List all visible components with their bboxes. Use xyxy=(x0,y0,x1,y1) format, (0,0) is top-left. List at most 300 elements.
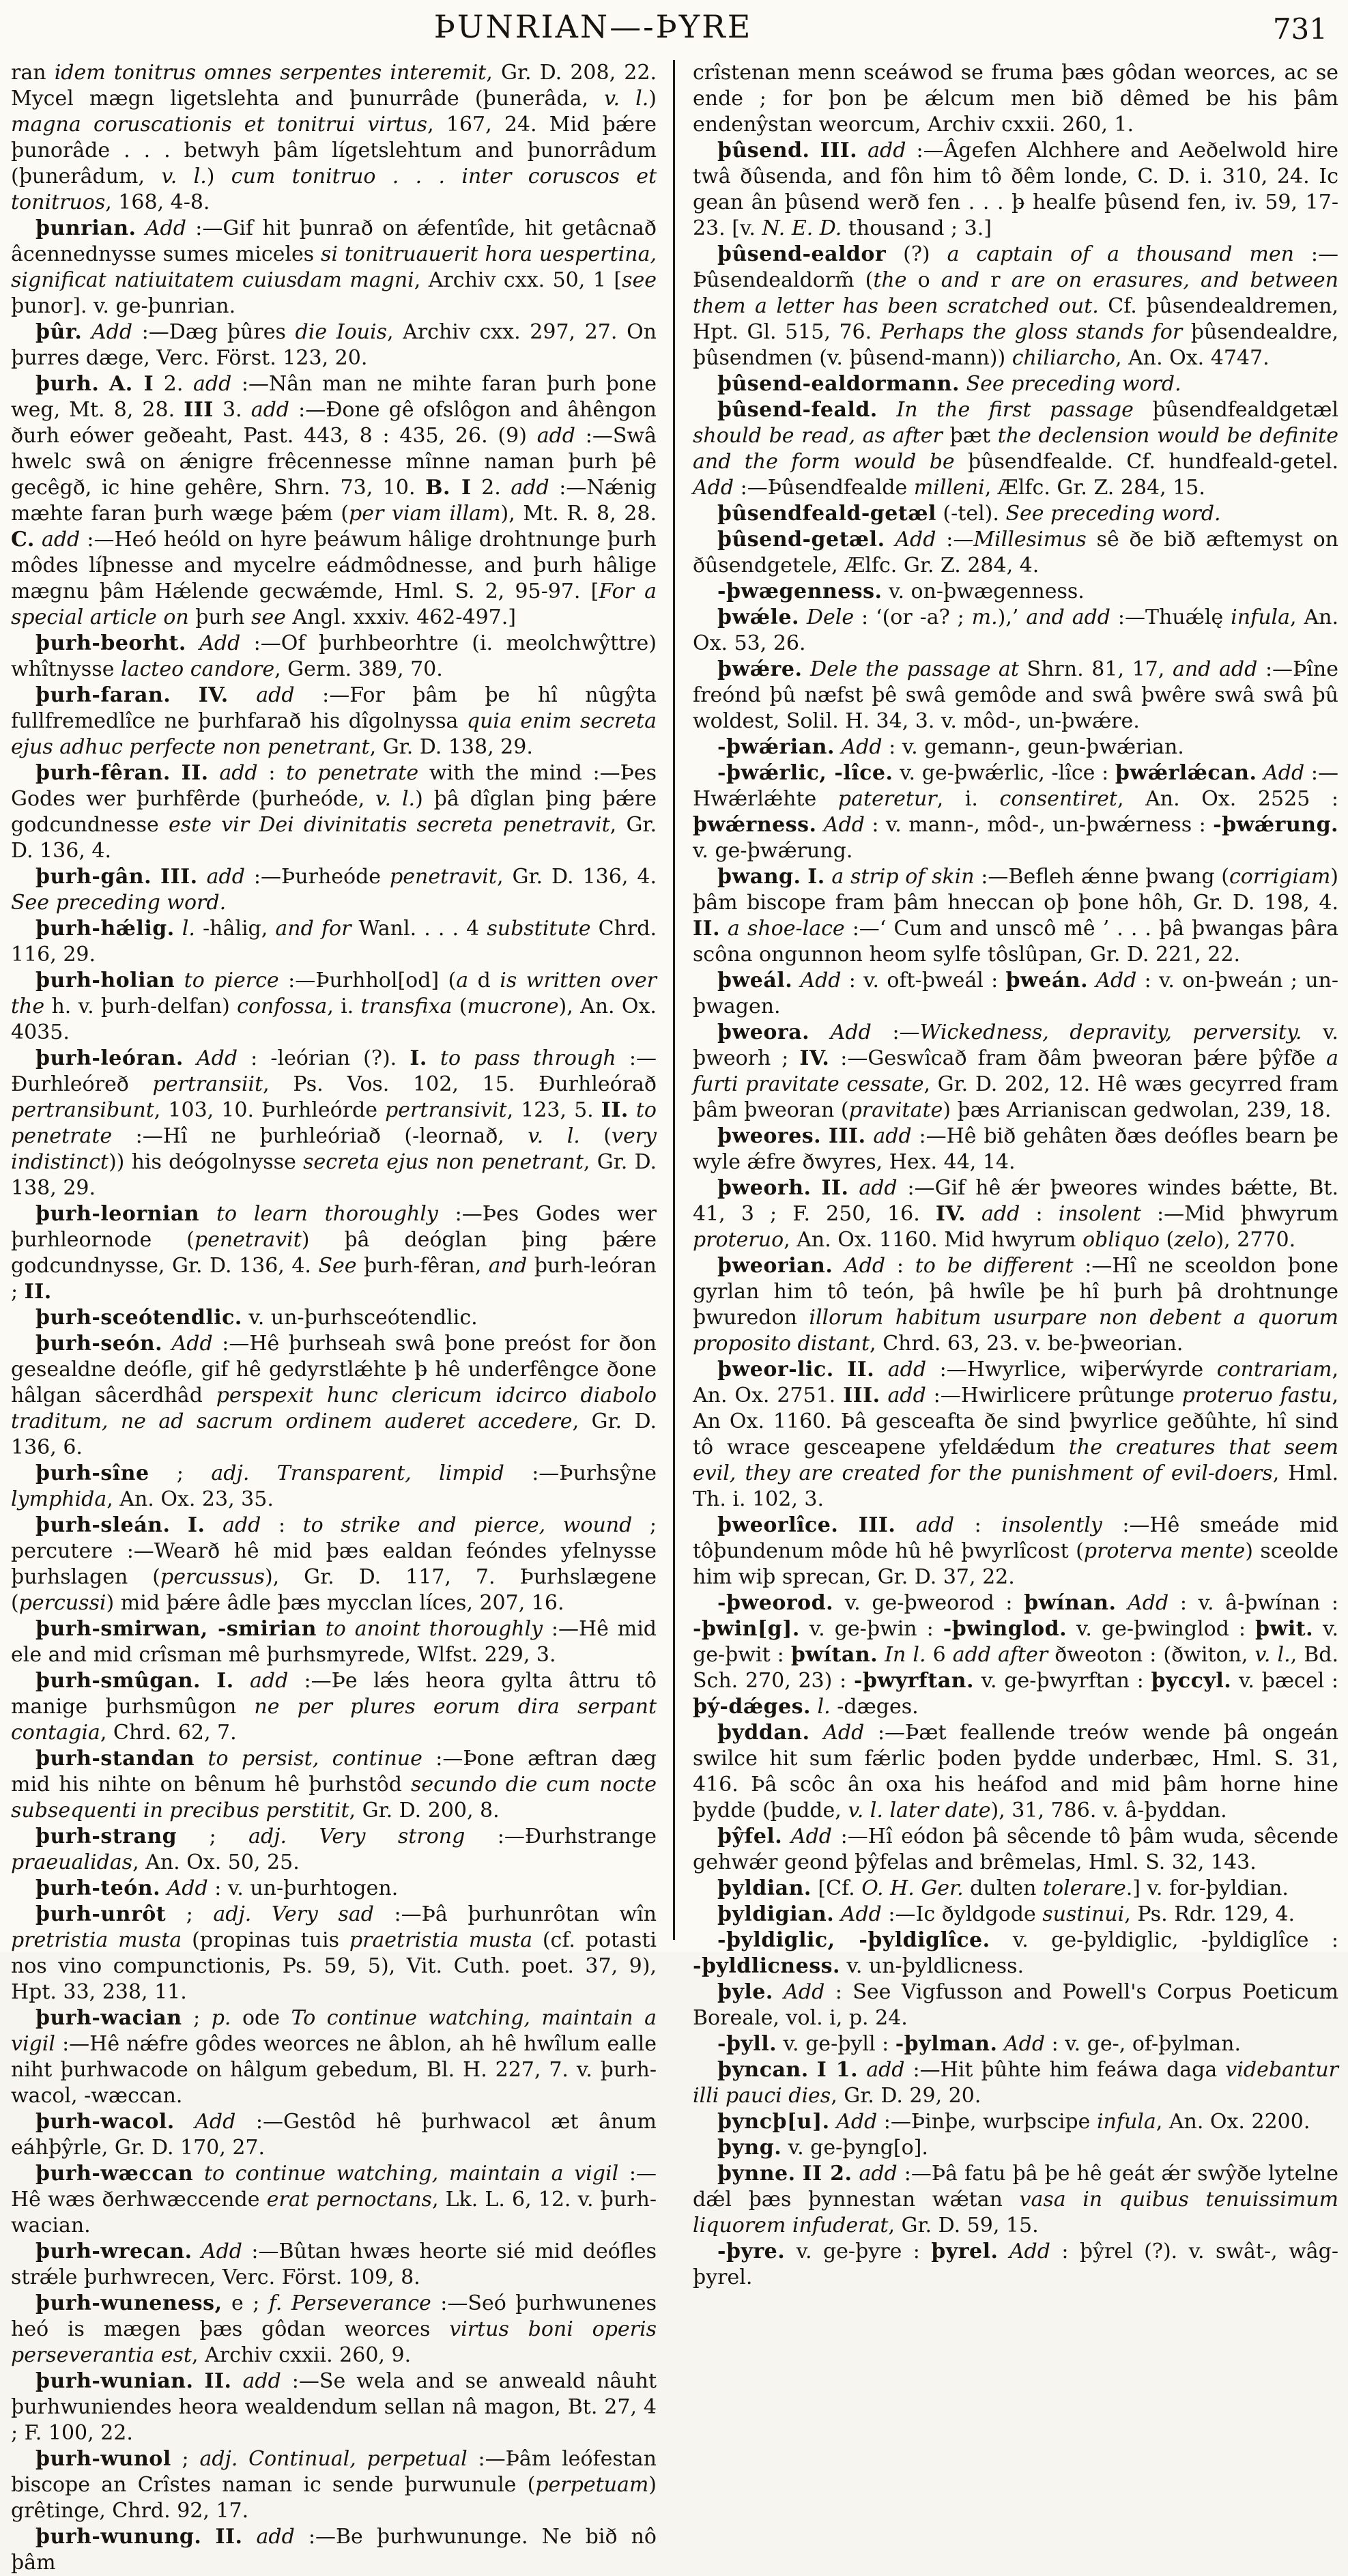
entry-text-segment: þûsend-feald. xyxy=(717,398,878,422)
entry-text-segment: Add xyxy=(784,1980,825,2004)
entry-text-segment: :—Þâm leófestan biscope an Crîstes naman ic sende þurwunule ( xyxy=(11,2447,657,2497)
entry-text-segment: þwítan. xyxy=(790,1643,878,1667)
entry-text-segment: pravitate xyxy=(848,1098,943,1122)
entry-text-segment: mucrone xyxy=(467,994,559,1018)
entry-text-segment xyxy=(878,1643,885,1667)
entry-text-segment: adj. Transparent, limpid xyxy=(211,1461,504,1485)
entry-text-segment: þurh-fêran, xyxy=(356,1254,489,1278)
entry-text-segment: þý-dǽges. xyxy=(693,1695,811,1719)
entry-text-segment: zelo xyxy=(1174,1228,1216,1252)
dictionary-entry xyxy=(693,2057,1338,2109)
entry-text-segment: :—Hwirlicere prûtunge xyxy=(926,1384,1182,1407)
entry-text-segment xyxy=(242,2525,256,2549)
entry-text-segment: ) xyxy=(648,87,657,111)
entry-text-segment: þweora. xyxy=(717,1020,810,1044)
entry-text-segment xyxy=(171,683,199,707)
entry-text-segment: v. l. xyxy=(161,164,207,188)
entry-text-segment: :—Ðone gê ofslôgon and âhêngon ðurh eówer geðeaht, Past. 443, 8 : 435, 26. (9) xyxy=(11,398,657,448)
entry-text-segment: þynne. xyxy=(717,2162,796,2186)
entry-text-segment: Add xyxy=(823,1721,865,1745)
entry-text-segment: þwang. xyxy=(717,865,801,889)
entry-text-segment: ; xyxy=(149,1461,212,1485)
entry-text-segment: þwǽre. xyxy=(717,657,803,681)
entry-text-segment: v. un-þyldlicness. xyxy=(840,1954,1024,1978)
entry-text-segment xyxy=(82,320,91,344)
entry-text-segment: p. xyxy=(211,2006,231,2030)
entry-text-segment: :—Hê mid ele and mid crîsman mê þurhsmyrede, Wlfst. 229, 3. xyxy=(11,1617,657,1667)
text-columns xyxy=(11,60,1339,2575)
entry-text-segment: ne per plures eorum dira serpant contagia xyxy=(11,1695,657,1745)
entry-text-segment: Add xyxy=(895,528,936,552)
entry-text-segment xyxy=(186,631,199,655)
entry-text-segment: þurh-wunol xyxy=(35,2447,171,2471)
entry-text-segment: :— xyxy=(936,528,974,552)
dictionary-entry xyxy=(11,2005,657,2109)
entry-text-segment: l. xyxy=(817,1695,831,1719)
entry-text-segment: : þŷrel (?). v. swât-, wâg-þyrel. xyxy=(693,2239,1338,2289)
entry-text-segment: þweorian. xyxy=(717,1254,833,1278)
entry-text-segment: : xyxy=(257,761,287,785)
entry-text-segment: penetravit xyxy=(194,1228,302,1252)
entry-text-segment: adj. Very strong xyxy=(248,1824,465,1848)
entry-text-segment: to anoint thoroughly xyxy=(325,1617,543,1641)
entry-text-segment: :—Heó heóld on hyre þeáwum hâlige drohtnunge þurh môdes líþnesse and mycelre eádmôdnesse, and þurh hâlige mægnu þâm Hǽlende gecwǽmde, Hml. S. 2, 95-97. [ xyxy=(11,528,657,603)
entry-text-segment xyxy=(960,372,966,396)
entry-text-segment: :—Dæg þûres xyxy=(132,320,296,344)
entry-text-segment: add xyxy=(859,1176,898,1200)
entry-text-segment: :—Geswîcað fram ðâm þweoran þǽre þŷfðe xyxy=(829,1046,1327,1070)
entry-text-segment: Add xyxy=(840,1902,882,1926)
entry-text-segment xyxy=(427,1046,440,1070)
entry-text-segment: Perhaps the gloss stands for xyxy=(880,320,1183,344)
entry-text-segment: : xyxy=(954,1513,1002,1537)
entry-text-segment: este vir Dei divinitatis secreta penetravit xyxy=(169,813,610,837)
entry-text-segment: II. xyxy=(204,2369,232,2393)
entry-text-segment: A. I xyxy=(109,372,154,396)
entry-text-segment xyxy=(195,1747,207,1771)
entry-text-segment: , Gr. D. 208, 22. Mycel mægn ligetslehta and þunurrâde (þunerâda, xyxy=(11,61,657,111)
entry-text-segment: þûsendealdre, þûsendmen (v. þûsend-mann)) xyxy=(693,320,1338,370)
entry-text-segment: percussus xyxy=(160,1565,265,1589)
entry-text-segment xyxy=(175,2110,195,2134)
entry-text-segment: Add xyxy=(1263,761,1305,785)
entry-text-segment: ; percutere :—Wearð hê mid þæs ealdan feóndes yfelnysse þurhslagen ( xyxy=(11,1513,657,1589)
entry-text-segment: :—Swâ hwelc swâ on ǽnigre frêcennesse mînne naman þurh þê gecêgð, ic hine gehêre, Shrn. 73, 10. xyxy=(11,424,657,500)
entry-text-segment: :—Þurhsŷne xyxy=(504,1461,657,1485)
entry-text-segment: , Gr. D. 202, 12. Hê wæs gecyrred fram þâm þweoran ( xyxy=(693,1072,1338,1122)
entry-text-segment: should be read, as after xyxy=(693,424,943,448)
entry-text-segment: , Ælfc. Gr. Z. 284, 15. xyxy=(984,476,1205,500)
entry-text-segment: v. ge-þwinglod : xyxy=(1067,1617,1256,1641)
entry-text-segment: l. xyxy=(182,917,195,941)
dictionary-entry xyxy=(11,683,657,760)
entry-text-segment: , An. Ox. 23, 35. xyxy=(106,1487,274,1511)
dictionary-entry xyxy=(693,2109,1338,2135)
dictionary-entry xyxy=(693,1979,1338,2031)
entry-text-segment: infula xyxy=(1231,605,1290,629)
entry-text-segment xyxy=(198,865,207,889)
entry-text-segment xyxy=(35,528,42,552)
entry-text-segment: [Cf. xyxy=(811,1876,862,1900)
entry-text-segment: videbantur illi pauci dies xyxy=(693,2058,1338,2108)
entry-text-segment: are on erasures, and between them a letter has been scratched out. xyxy=(693,268,1338,318)
entry-text-segment: , Bd. Sch. 270, 23) : xyxy=(693,1643,1338,1693)
page-header xyxy=(0,8,1348,52)
entry-text-segment: add xyxy=(867,139,906,162)
entry-text-segment: a strip of skin xyxy=(831,865,975,889)
entry-text-segment: ) grêtinge, Chrd. 92, 17. xyxy=(11,2473,657,2523)
entry-text-segment: add xyxy=(223,1513,261,1537)
entry-text-segment: to continue watching, maintain a vigil xyxy=(203,2162,619,2186)
dictionary-entry xyxy=(11,1902,657,2005)
entry-text-segment: þyncþ[u]. xyxy=(717,2110,830,2134)
entry-text-segment: þyng. xyxy=(717,2136,782,2160)
entry-text-segment xyxy=(834,1902,841,1926)
left-column xyxy=(11,60,673,2575)
entry-text-segment xyxy=(802,657,810,681)
entry-text-segment: , An Ox. 1160. Þâ gesceafta ðe sind þwyrlice geðûhte, hî sind tô wrace gesceapene yfeldǽdum xyxy=(693,1384,1338,1459)
entry-text-segment: þurh-smûgan. xyxy=(35,1669,201,1693)
entry-text-segment: -þyldlicness. xyxy=(693,1954,840,1978)
entry-text-segment: To continue watching, maintain a vigil xyxy=(11,2006,657,2056)
entry-text-segment: þûsend. xyxy=(717,139,810,162)
dictionary-entry xyxy=(693,60,1338,138)
entry-text-segment xyxy=(997,2032,1004,2056)
entry-text-segment: virtus boni operis perseverantia est xyxy=(11,2317,657,2367)
dictionary-entry xyxy=(693,1590,1338,1720)
entry-text-segment: þurh xyxy=(188,605,251,629)
entry-text-segment: e ; xyxy=(222,2291,269,2315)
entry-text-segment: Add xyxy=(800,969,842,992)
dictionary-entry xyxy=(693,1357,1338,1513)
entry-text-segment: þyle. xyxy=(717,1980,773,2004)
entry-text-segment: Cf. þûsendealdremen, Hpt. Gl. 515, 76. xyxy=(693,294,1339,344)
entry-text-segment: add xyxy=(193,372,232,396)
entry-text-segment: -þyldiglic, -þyldiglîce. xyxy=(717,1928,990,1952)
entry-text-segment: v. ge-þweorod : xyxy=(833,1591,1024,1615)
entry-text-segment: add xyxy=(873,1124,912,1148)
entry-text-segment xyxy=(816,813,823,837)
entry-text-segment: O. H. Ger. xyxy=(861,1876,964,1900)
entry-text-segment: :—Þûsendfealde xyxy=(734,476,914,500)
entry-text-segment: Add xyxy=(693,476,734,500)
entry-text-segment: , Gr. D. 138, 29. xyxy=(11,1150,657,1200)
running-title: ÞUNRIAN—-ÞYRE xyxy=(433,8,753,45)
entry-text-segment: þurh-leóran ; xyxy=(11,1254,657,1304)
entry-text-segment xyxy=(811,1695,818,1719)
entry-text-segment: corrigiam xyxy=(1229,865,1331,889)
entry-text-segment: þurh-faran. xyxy=(35,683,171,707)
entry-text-segment xyxy=(858,2058,866,2082)
entry-text-segment: a captain of a thousand men xyxy=(947,242,1294,266)
entry-text-segment: , An. Ox. 4747. xyxy=(1115,346,1270,370)
dictionary-entry xyxy=(693,242,1338,371)
entry-text-segment: þurh-sleán. xyxy=(35,1513,171,1537)
entry-text-segment: : v. mann-, môd-, un-þwǽrness : xyxy=(864,813,1214,837)
entry-text-segment: þurh-fêran. xyxy=(35,761,171,785)
entry-text-segment: praeualidas xyxy=(11,1850,133,1874)
entry-text-segment: -þwægenness. xyxy=(717,579,883,603)
entry-text-segment: þurh-wuneness, xyxy=(35,2291,223,2315)
entry-text-segment: -hâlig, xyxy=(195,917,276,941)
dictionary-entry xyxy=(693,2161,1338,2239)
entry-text-segment: lacteo candore xyxy=(121,657,275,681)
entry-text-segment: penetravit xyxy=(390,865,497,889)
dictionary-entry xyxy=(693,864,1338,968)
entry-text-segment: N. E. D. xyxy=(762,216,842,240)
entry-text-segment: perpetuam xyxy=(535,2473,649,2497)
entry-text-segment xyxy=(99,372,109,396)
entry-text-segment xyxy=(874,1358,888,1382)
entry-text-segment: add xyxy=(536,424,575,448)
entry-text-segment: m. xyxy=(971,605,998,629)
entry-text-segment: idem tonitrus omnes serpentes interemit xyxy=(54,61,487,85)
dictionary-entry xyxy=(11,2446,657,2524)
entry-text-segment: II. xyxy=(847,1358,875,1382)
page-number: 731 xyxy=(1272,12,1328,46)
entry-text-segment: þurh-seón. xyxy=(35,1332,163,1356)
entry-text-segment: confossa xyxy=(237,994,328,1018)
entry-text-segment: -þylman. xyxy=(895,2032,998,2056)
entry-text-segment: C. xyxy=(11,528,35,552)
entry-text-segment: þunor]. v. ge-þunrian. xyxy=(11,294,236,318)
entry-text-segment: (cf. potasti nos vino compunctionis, Ps. 59, 5), Vit. Cuth. poet. 37, 9), Hpt. 33, 238, 11. xyxy=(11,1928,657,2004)
entry-text-segment: ), Gr. D. 117, 7. Þurhslægene ( xyxy=(11,1565,657,1615)
entry-text-segment: þwǽrlǽcan. xyxy=(1115,761,1257,785)
entry-text-segment: Add xyxy=(790,1824,832,1848)
entry-text-segment: to be different xyxy=(915,1254,1074,1278)
entry-text-segment: , An. Ox. 53, 26. xyxy=(693,605,1338,655)
entry-text-segment: :—Ic ðyldgode xyxy=(881,1902,1043,1926)
entry-text-segment xyxy=(201,1669,216,1693)
entry-text-segment: add xyxy=(887,1384,926,1407)
entry-text-segment: -þwǽrung. xyxy=(1213,813,1338,837)
entry-text-segment: :—Se wela and se anweald nâuht þurhwuniendes heora wealdendum sellan nâ magon, Bt. 27, 4 ; F. 100, 22. xyxy=(11,2369,657,2445)
entry-text-segment: add xyxy=(511,476,549,500)
entry-text-segment: secreta ejus non penetrant xyxy=(303,1150,584,1174)
entry-text-segment: ) þâ deóglan þing þǽre godcundnysse, Gr. D. 136, 4. xyxy=(11,1228,657,1278)
entry-text-segment: praetristia musta xyxy=(349,1928,532,1952)
entry-text-segment: sustinui xyxy=(1042,1902,1125,1926)
entry-text-segment: v. þæcel : xyxy=(1231,1669,1339,1693)
entry-text-segment: þûsend-ealdor xyxy=(717,242,887,266)
entry-text-segment: þyccyl. xyxy=(1151,1669,1232,1693)
entry-text-segment: þwǽle. xyxy=(717,605,799,629)
entry-text-segment: sê ðe bið æftemyst on ðûsendgetele, Ælfc. Gr. Z. 284, 4. xyxy=(693,528,1338,577)
right-column xyxy=(675,60,1339,2289)
entry-text-segment: to learn thoroughly xyxy=(216,1202,438,1226)
entry-text-segment: I. xyxy=(410,1046,427,1070)
entry-text-segment: pertransibunt xyxy=(11,1098,154,1122)
entry-text-segment: lymphida xyxy=(11,1487,107,1511)
entry-text-segment: :—Þûsendealdorm̃ ( xyxy=(693,242,1338,292)
entry-text-segment: v. ge-þyng[o]. xyxy=(781,2136,928,2160)
dictionary-entry xyxy=(11,2161,657,2239)
entry-text-segment: þurh-wrecan. xyxy=(35,2239,192,2263)
dictionary-entry xyxy=(693,657,1338,734)
entry-text-segment: , Archiv cxx. 297, 27. On þurres dæge, Verc. Först. 123, 20. xyxy=(11,320,657,370)
entry-text-segment: pretristia musta xyxy=(11,1928,182,1952)
entry-text-segment: ) þâm biscope fram þâm hneccan oþ þone hôh, Gr. D. 198, 4. xyxy=(693,865,1338,915)
entry-text-segment: v. on-þwægenness. xyxy=(882,579,1085,603)
entry-text-segment: þurh-strang xyxy=(35,1824,177,1848)
entry-text-segment: see xyxy=(622,268,657,292)
entry-text-segment: (propinas tuis xyxy=(182,1928,349,1952)
entry-text-segment: and add xyxy=(1026,605,1110,629)
entry-text-segment: )) his deógolnysse xyxy=(108,1150,304,1174)
dictionary-entry xyxy=(693,501,1338,527)
entry-text-segment: ) xyxy=(206,164,231,188)
entry-text-segment: ; xyxy=(182,2006,212,2030)
entry-text-segment: -þwǽrlic, -lîce. xyxy=(717,761,893,785)
entry-text-segment: vasa in quibus tenuissimum liquorem infuderat xyxy=(693,2188,1338,2237)
entry-text-segment: þyncan. xyxy=(717,2058,809,2082)
entry-text-segment: and xyxy=(941,268,980,292)
entry-text-segment: add xyxy=(250,1669,289,1693)
entry-text-segment: ),’ xyxy=(997,605,1027,629)
entry-text-segment: IV. xyxy=(198,683,229,707)
entry-text-segment: Angl. xxxiv. 462-497.] xyxy=(285,605,516,629)
entry-text-segment: II. xyxy=(181,761,209,785)
entry-text-segment: adj. Very sad xyxy=(213,1902,374,1926)
entry-text-segment: add xyxy=(256,683,295,707)
entry-text-segment: Add xyxy=(199,631,241,655)
entry-text-segment: I. xyxy=(807,865,825,889)
entry-text-segment: : v. ge-, of-þylman. xyxy=(1045,2032,1242,2056)
entry-text-segment: Add xyxy=(836,2110,878,2134)
entry-text-segment: Dele the passage at xyxy=(810,657,1019,681)
entry-text-segment: ( xyxy=(452,994,468,1018)
entry-text-segment: ) sceolde him wiþ sprecan, Gr. D. 37, 22. xyxy=(693,1539,1338,1589)
entry-text-segment: , Chrd. 62, 7. xyxy=(100,1721,237,1745)
dictionary-entry xyxy=(11,371,657,631)
dictionary-entry xyxy=(11,1824,657,1876)
entry-text-segment: In the first passage xyxy=(896,398,1134,422)
entry-text-segment xyxy=(852,2162,859,2186)
dictionary-entry xyxy=(693,579,1338,605)
entry-text-segment: þurh-leóran. xyxy=(35,1046,184,1070)
entry-text-segment: 3. xyxy=(213,398,251,422)
entry-text-segment: add after xyxy=(952,1643,1048,1667)
entry-text-segment: :—Hê nǽfre gôdes weorces ne âblon, ah hê hwîlum ealle niht þurhwacode on hâlgum gebedum, Bl. H. 227, 7. v. þurh-wacol, -wæccan. xyxy=(11,2032,657,2108)
entry-text-segment: : xyxy=(1020,1202,1059,1226)
entry-text-segment: f. Perseverance xyxy=(268,2291,431,2315)
entry-text-segment: , Lk. L. 6, 12. v. þurh-wacian. xyxy=(11,2188,657,2237)
entry-text-segment: I. xyxy=(216,1669,234,1693)
entry-text-segment: , Archiv cxxii. 260, 9. xyxy=(191,2343,412,2367)
dictionary-entry xyxy=(11,2291,657,2369)
entry-text-segment: Add xyxy=(171,1332,213,1356)
entry-text-segment xyxy=(782,1824,791,1848)
entry-text-segment: : See Vigfusson and Powell's Corpus Poeticum Boreale, vol. i, p. 24. xyxy=(693,1980,1338,2030)
entry-text-segment xyxy=(234,1669,250,1693)
entry-text-segment: -dæges. xyxy=(830,1695,919,1719)
dictionary-entry xyxy=(11,2109,657,2161)
entry-text-segment: with the mind :—Þes Godes wer þurhfêrde (þurheóde, xyxy=(11,761,657,811)
entry-text-segment: ) mid þǽre âdle þæs mycclan líces, 207, 16. xyxy=(106,1591,564,1615)
entry-text-segment xyxy=(833,1254,844,1278)
entry-text-segment xyxy=(998,2239,1009,2263)
entry-text-segment: :—Hit þûhte him feáwa daga xyxy=(904,2058,1226,2082)
entry-text-segment: ode xyxy=(231,2006,291,2030)
entry-text-segment: (?) xyxy=(886,242,947,266)
entry-text-segment xyxy=(1257,761,1263,785)
entry-text-segment: add xyxy=(887,1358,927,1382)
entry-text-segment: See xyxy=(318,1254,357,1278)
entry-text-segment xyxy=(209,761,220,785)
entry-text-segment xyxy=(878,398,897,422)
entry-text-segment xyxy=(152,865,160,889)
entry-text-segment: See preceding word. xyxy=(11,891,227,915)
entry-text-segment: v. ge-þwin : xyxy=(799,1617,943,1641)
entry-text-segment: , Gr. D. 200, 8. xyxy=(349,1799,500,1822)
entry-text-segment: þurh-standan xyxy=(35,1747,195,1771)
entry-text-segment: -þyll. xyxy=(717,2032,777,2056)
entry-text-segment: proterva mente xyxy=(1083,1539,1246,1563)
entry-text-segment xyxy=(171,761,182,785)
entry-text-segment: , An. Ox. 2751. xyxy=(693,1358,1338,1407)
entry-text-segment xyxy=(809,2058,817,2082)
entry-text-segment: Add xyxy=(145,216,186,240)
entry-text-segment xyxy=(801,865,807,889)
entry-text-segment xyxy=(1116,1591,1128,1615)
entry-text-segment: illorum habitum usurpare non debent a quorum proposito distant xyxy=(693,1306,1338,1356)
entry-text-segment xyxy=(811,1176,821,1200)
entry-text-segment: , Hml. Th. i. 102, 3. xyxy=(693,1461,1338,1511)
entry-text-segment: very indistinct xyxy=(11,1124,657,1174)
entry-text-segment xyxy=(866,1124,874,1148)
entry-text-segment: (-tel). xyxy=(936,502,1006,526)
entry-text-segment xyxy=(184,1046,197,1070)
entry-text-segment: II. xyxy=(215,2525,243,2549)
dictionary-entry xyxy=(11,2524,657,2576)
entry-text-segment: ), Mt. R. 8, 28. xyxy=(500,502,657,526)
entry-text-segment: þweor-lic. xyxy=(717,1358,834,1382)
entry-text-segment: Add xyxy=(195,2110,236,2134)
entry-text-segment xyxy=(895,1513,915,1537)
entry-text-segment: crîstenan menn sceáwod se fruma þæs gôdan weorces, ac se ende ; for þon þe ǽlcum men bið dêmed be his þâm endenŷstan weorcum, Archiv cxxii. 260, 1. xyxy=(693,61,1338,137)
dictionary-entry xyxy=(693,1928,1338,1979)
entry-text-segment: pertransiit xyxy=(152,1072,263,1096)
entry-text-segment: the creatures that seem evil, they are created for the punishment of evil-doers xyxy=(693,1435,1339,1485)
entry-text-segment: See preceding word. xyxy=(1005,502,1221,526)
entry-text-segment: , Gr. D. 59, 15. xyxy=(888,2214,1039,2237)
entry-text-segment: , Chrd. 63, 23. v. be-þweorian. xyxy=(870,1332,1184,1356)
dictionary-entry xyxy=(11,319,657,371)
dictionary-entry xyxy=(11,60,657,216)
entry-text-segment: ; xyxy=(177,1824,249,1848)
entry-text-segment: :—Âgefen Alchhere and Aeðelwold hire twâ ðûsenda, and fôn him tô ðêm londe, C. D. i. 310, 24. Ic gean ân þûsend werð fen . . . þ̵ healfe þûsend fen, iv. 59, 17-23. [v. xyxy=(693,139,1338,240)
entry-text-segment: Add xyxy=(201,2239,242,2263)
entry-text-segment: þurh-wacian xyxy=(35,2006,182,2030)
entry-text-segment: v. un-þurhsceótendlic. xyxy=(242,1306,478,1330)
entry-text-segment: See preceding word. xyxy=(966,372,1181,396)
entry-text-segment: þurh-beorht. xyxy=(35,631,186,655)
entry-text-segment xyxy=(170,1513,188,1537)
entry-text-segment: , Gr. D. 138, 29. xyxy=(369,735,533,759)
entry-text-segment: secundo die cum nocte subsequenti in precibus perstitit xyxy=(11,1773,657,1822)
entry-text-segment: v. ge-þyldiglic, -þyldiglîce : xyxy=(990,1928,1338,1952)
entry-text-segment: , 168, 4-8. xyxy=(105,190,210,214)
entry-text-segment: :—Hê þurhseah swâ þone preóst for ðon gesealdne deófle, gif hê gedyrstlǽhte þ̵ hê underfêngce ðone hâlgan sâcerdhâd xyxy=(11,1332,657,1407)
dictionary-entry xyxy=(11,760,657,864)
entry-text-segment: v. ge-þwǽrung. xyxy=(693,839,853,863)
entry-text-segment: chiliarcho xyxy=(1012,346,1116,370)
entry-text-segment: þûsend-ealdormann. xyxy=(717,372,960,396)
entry-text-segment: to pierce xyxy=(184,969,279,992)
entry-text-segment: , An. Ox. 2200. xyxy=(1156,2110,1310,2134)
entry-text-segment: II. xyxy=(693,917,721,941)
